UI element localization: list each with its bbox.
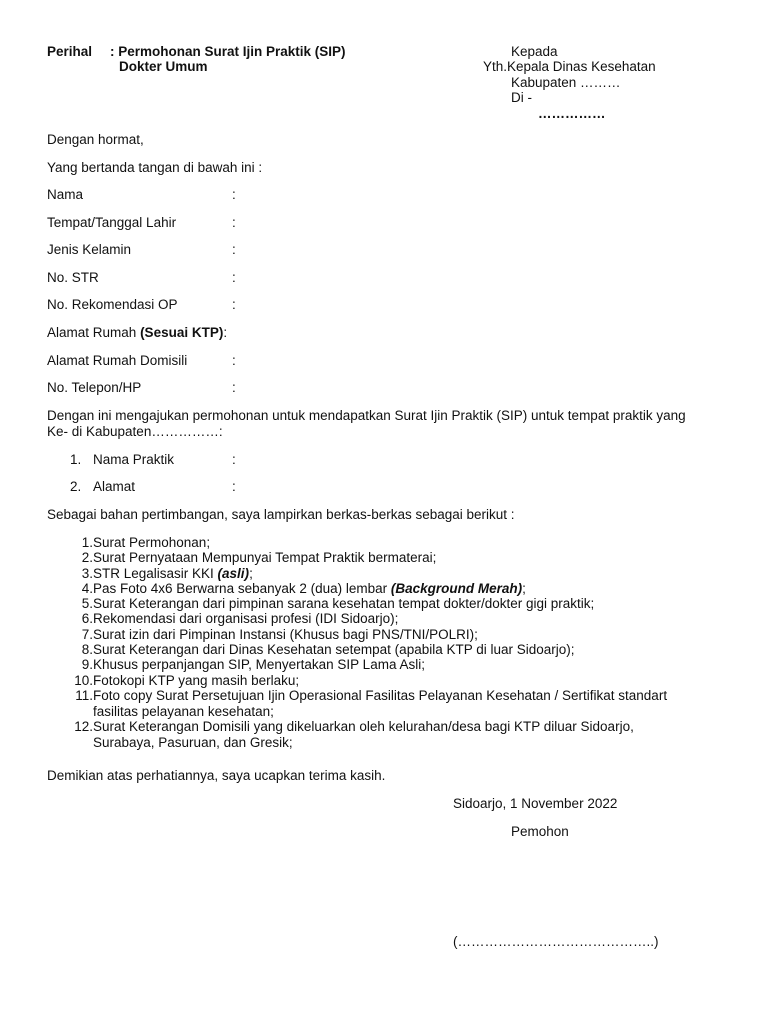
- list-number: 8.: [81, 642, 93, 657]
- list-number: 7.: [81, 627, 93, 642]
- place-date: Sidoarjo, 1 November 2022: [453, 796, 618, 811]
- list-number: 5.: [81, 596, 93, 611]
- recipient-title: Yth.Kepala Dinas Kesehatan: [483, 59, 656, 74]
- field-colon: :: [232, 380, 236, 395]
- request-line-2: Ke- di Kabupaten……………:: [47, 424, 223, 439]
- field-colon: :: [232, 452, 236, 467]
- list-number: 4.: [81, 581, 93, 596]
- recipient-kepada: Kepada: [511, 44, 558, 59]
- list-number: 1.: [81, 535, 93, 550]
- list-text-plain: STR Legalisasir KKI: [93, 566, 218, 581]
- list-text: Surat Permohonan;: [93, 535, 211, 550]
- recipient-kabupaten: Kabupaten ………: [511, 75, 621, 90]
- field-colon: :: [232, 215, 236, 230]
- list-item: [68, 642, 575, 657]
- practice-num: 1.: [70, 452, 82, 467]
- list-text: Khusus perpanjangan SIP, Menyertakan SIP Lama Asli;: [93, 657, 425, 672]
- list-number: 10.: [74, 673, 93, 688]
- subject-line-1: : Permohonan Surat Ijin Praktik (SIP): [110, 44, 346, 59]
- list-text-plain: Pas Foto 4x6 Berwarna sebanyak 2 (dua) lembar: [93, 581, 391, 596]
- list-item: [68, 581, 526, 596]
- list-text-emphasis: (asli): [217, 566, 250, 581]
- list-text: [93, 566, 253, 581]
- list-item: [68, 596, 595, 611]
- field-label-nama: Nama: [47, 187, 84, 202]
- list-text: Fotokopi KTP yang masih berlaku;: [93, 673, 300, 688]
- list-number: 11.: [75, 688, 93, 703]
- list-text: Surat Pernyataan Mempunyai Tempat Praktik bermaterai;: [93, 550, 437, 565]
- subject-line-2: Dokter Umum: [119, 59, 208, 74]
- intro-text: Yang bertanda tangan di bawah ini :: [47, 160, 263, 175]
- practice-num: 2.: [70, 479, 82, 494]
- field-label-ttl: Tempat/Tanggal Lahir: [47, 215, 177, 230]
- list-text: Surat izin dari Pimpinan Instansi (Khusus bagi PNS/TNI/POLRI);: [93, 627, 478, 642]
- signature-line: (……………………………………..): [453, 934, 659, 949]
- recipient-di: Di -: [511, 90, 532, 105]
- field-colon: :: [232, 353, 236, 368]
- list-text: Surat Keterangan Domisili yang dikeluarkan oleh kelurahan/desa bagi KTP diluar Sidoarjo,: [93, 719, 634, 734]
- field-colon: :: [232, 479, 236, 494]
- field-label-alamat-domisili: Alamat Rumah Domisili: [47, 353, 188, 368]
- list-text-continuation: Surabaya, Pasuruan, dan Gresik;: [93, 735, 293, 750]
- field-label-alamat-ktp-bold: (Sesuai KTP): [140, 325, 224, 340]
- list-item: [68, 611, 399, 626]
- list-number: 3.: [81, 566, 93, 581]
- list-number: 2.: [81, 550, 93, 565]
- list-number: 12.: [74, 719, 93, 734]
- practice-label-nama: Nama Praktik: [93, 452, 175, 467]
- list-text-plain: ;: [249, 566, 253, 581]
- field-label-rekomendasi: No. Rekomendasi OP: [47, 297, 178, 312]
- list-item: [68, 688, 668, 703]
- list-item: [68, 657, 425, 672]
- list-item: [68, 566, 253, 581]
- applicant-label: Pemohon: [511, 824, 569, 839]
- field-colon: :: [232, 187, 236, 202]
- list-text-emphasis: (Background Merah): [390, 581, 523, 596]
- field-colon: :: [232, 297, 236, 312]
- practice-label-alamat: Alamat: [93, 479, 136, 494]
- list-item: [68, 550, 437, 565]
- request-line-1: Dengan ini mengajukan permohonan untuk mendapatkan Surat Ijin Praktik (SIP) untuk tempat praktik yang: [47, 408, 686, 423]
- field-colon: :: [232, 242, 236, 257]
- list-text: Surat Keterangan dari Dinas Kesehatan setempat (apabila KTP di luar Sidoarjo);: [93, 642, 575, 657]
- list-text: Foto copy Surat Persetujuan Ijin Operasional Fasilitas Pelayanan Kesehatan / Sertifikat standart: [93, 688, 668, 703]
- field-label-jenis-kelamin: Jenis Kelamin: [47, 242, 132, 257]
- field-label-telepon: No. Telepon/HP: [47, 380, 142, 395]
- list-text-continuation: fasilitas pelayanan kesehatan;: [93, 704, 274, 719]
- field-label-alamat-ktp: [47, 325, 227, 341]
- closing-text: Demikian atas perhatiannya, saya ucapkan terima kasih.: [47, 768, 386, 783]
- list-text: Rekomendasi dari organisasi profesi (IDI Sidoarjo);: [93, 611, 399, 626]
- list-number: 9.: [81, 657, 93, 672]
- list-item: [68, 719, 634, 734]
- field-label-str: No. STR: [47, 270, 99, 285]
- perihal-label: Perihal: [47, 44, 93, 59]
- list-item: [68, 535, 211, 550]
- list-text: Surat Keterangan dari pimpinan sarana kesehatan tempat dokter/dokter gigi praktik;: [93, 596, 595, 611]
- list-text: [93, 581, 526, 596]
- list-item: [68, 673, 300, 688]
- field-colon: :: [223, 325, 228, 340]
- recipient-di-dots: ……………: [538, 106, 606, 121]
- list-text-plain: ;: [522, 581, 526, 596]
- salutation: Dengan hormat,: [47, 132, 144, 147]
- list-number: 6.: [81, 611, 93, 626]
- field-label-alamat-ktp-text: Alamat Rumah: [47, 325, 137, 340]
- field-colon: :: [232, 270, 236, 285]
- list-item: [68, 627, 478, 642]
- attachments-intro: Sebagai bahan pertimbangan, saya lampirkan berkas-berkas sebagai berikut :: [47, 507, 515, 522]
